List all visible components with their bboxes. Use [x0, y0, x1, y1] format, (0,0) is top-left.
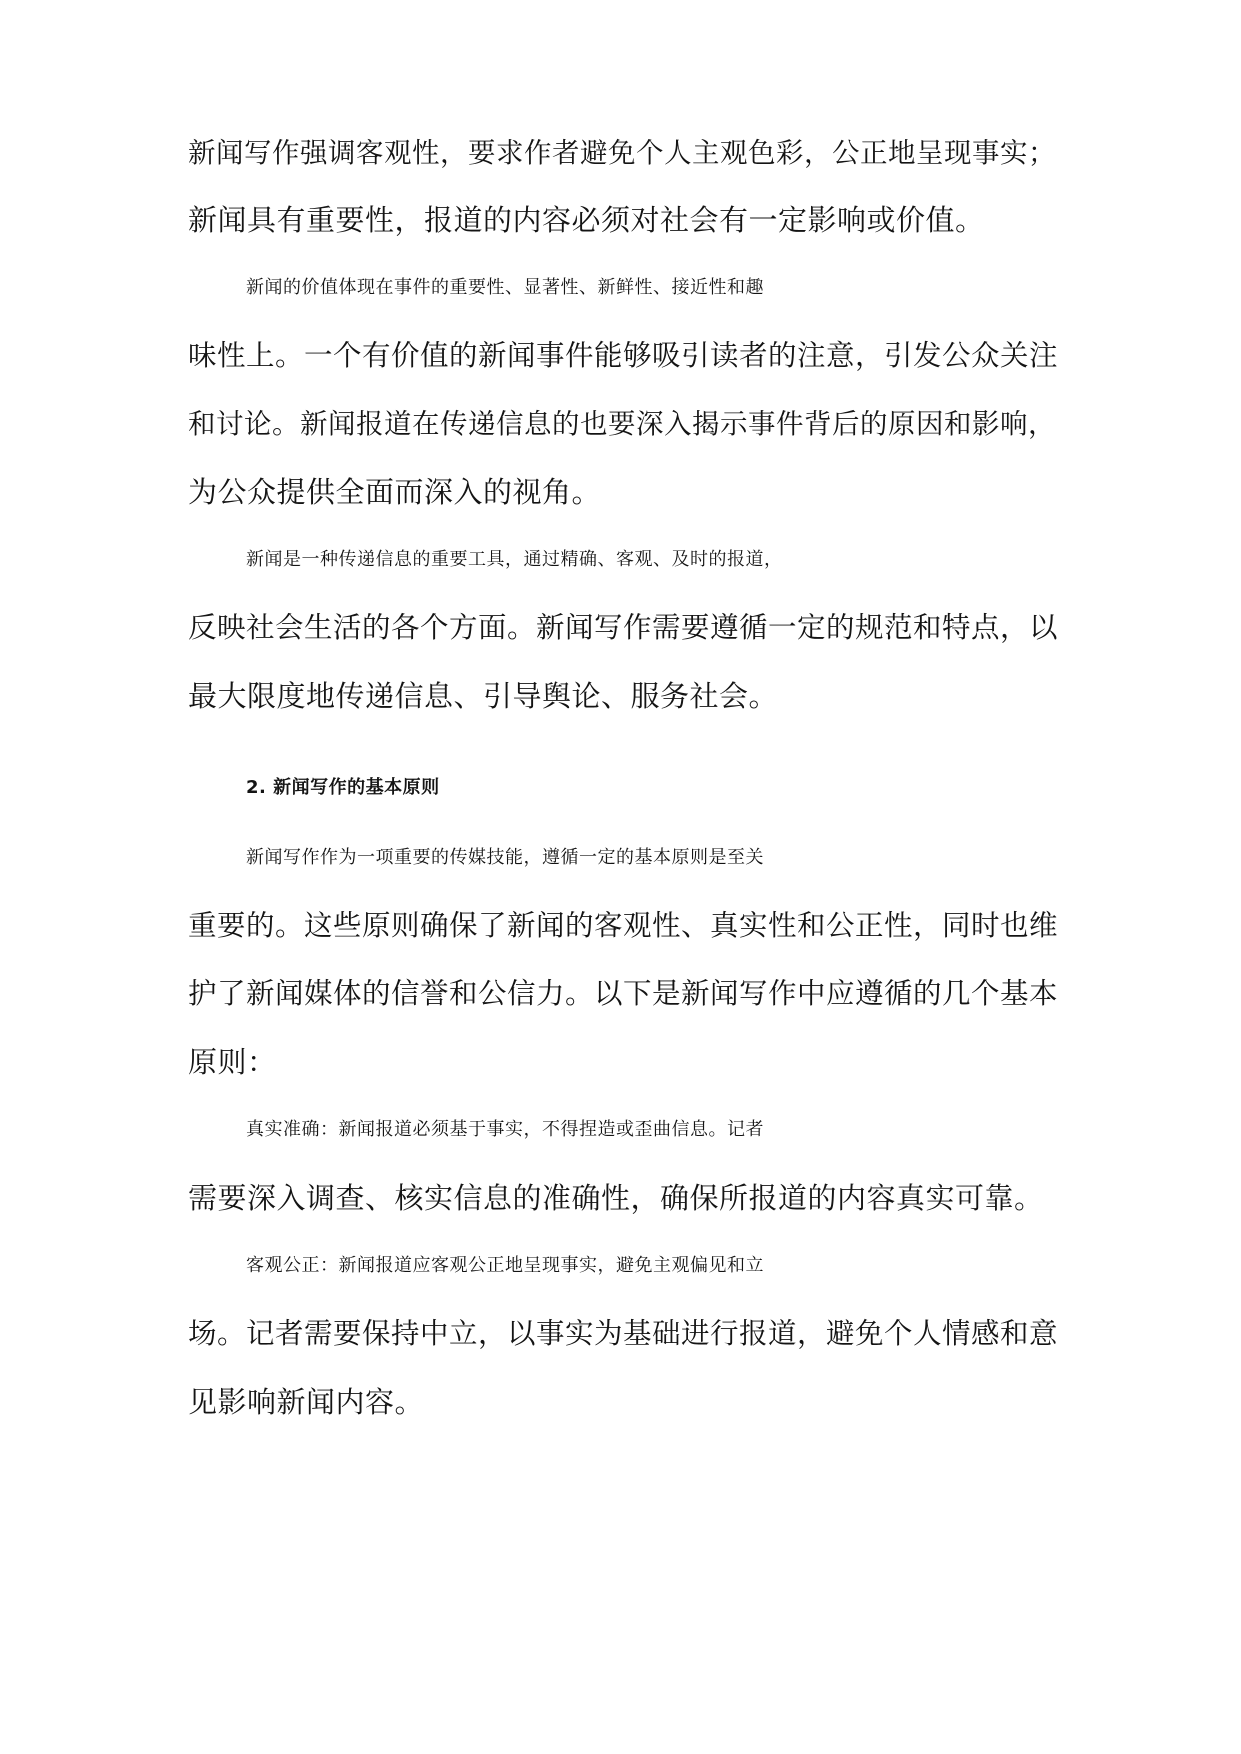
body-text-line: 新闻写作强调客观性，要求作者避免个人主观色彩，公正地呈现事实；	[188, 137, 1056, 169]
body-text-line: 真实准确：新闻报道必须基于事实，不得捏造或歪曲信息。记者	[246, 1119, 764, 1140]
body-text-line: 场。记者需要保持中立，以事实为基础进行报道，避免个人情感和意	[188, 1317, 1059, 1350]
body-text-line: 新闻是一种传递信息的重要工具，通过精确、客观、及时的报道，	[246, 549, 783, 570]
body-text-line: 新闻的价值体现在事件的重要性、显著性、新鲜性、接近性和趣	[246, 277, 764, 298]
body-text-line: 见影响新闻内容。	[188, 1385, 425, 1419]
body-text-line: 最大限度地传递信息、引导舆论、服务社会。	[188, 679, 779, 713]
section-heading: 2. 新闻写作的基本原则	[246, 777, 440, 798]
body-text-line: 客观公正：新闻报道应客观公正地呈现事实，避免主观偏见和立	[246, 1255, 764, 1276]
body-text-line: 需要深入调查、核实信息的准确性，确保所报道的内容真实可靠。	[188, 1181, 1044, 1215]
body-text-line: 原则：	[188, 1045, 277, 1079]
body-text-line: 反映社会生活的各个方面。新闻写作需要遵循一定的规范和特点，以	[188, 611, 1059, 644]
body-text-line: 味性上。一个有价值的新闻事件能够吸引读者的注意，引发公众关注	[188, 339, 1059, 372]
body-text-line: 重要的。这些原则确保了新闻的客观性、真实性和公正性，同时也维	[188, 909, 1059, 942]
body-text-line: 新闻具有重要性，报道的内容必须对社会有一定影响或价值。	[188, 203, 985, 237]
body-text-line: 新闻写作作为一项重要的传媒技能，遵循一定的基本原则是至关	[246, 847, 764, 868]
body-text-line: 为公众提供全面而深入的视角。	[188, 475, 602, 509]
body-text-line: 和讨论。新闻报道在传递信息的也要深入揭示事件背后的原因和影响，	[188, 408, 1056, 440]
body-text-line: 护了新闻媒体的信誉和公信力。以下是新闻写作中应遵循的几个基本	[188, 977, 1059, 1010]
